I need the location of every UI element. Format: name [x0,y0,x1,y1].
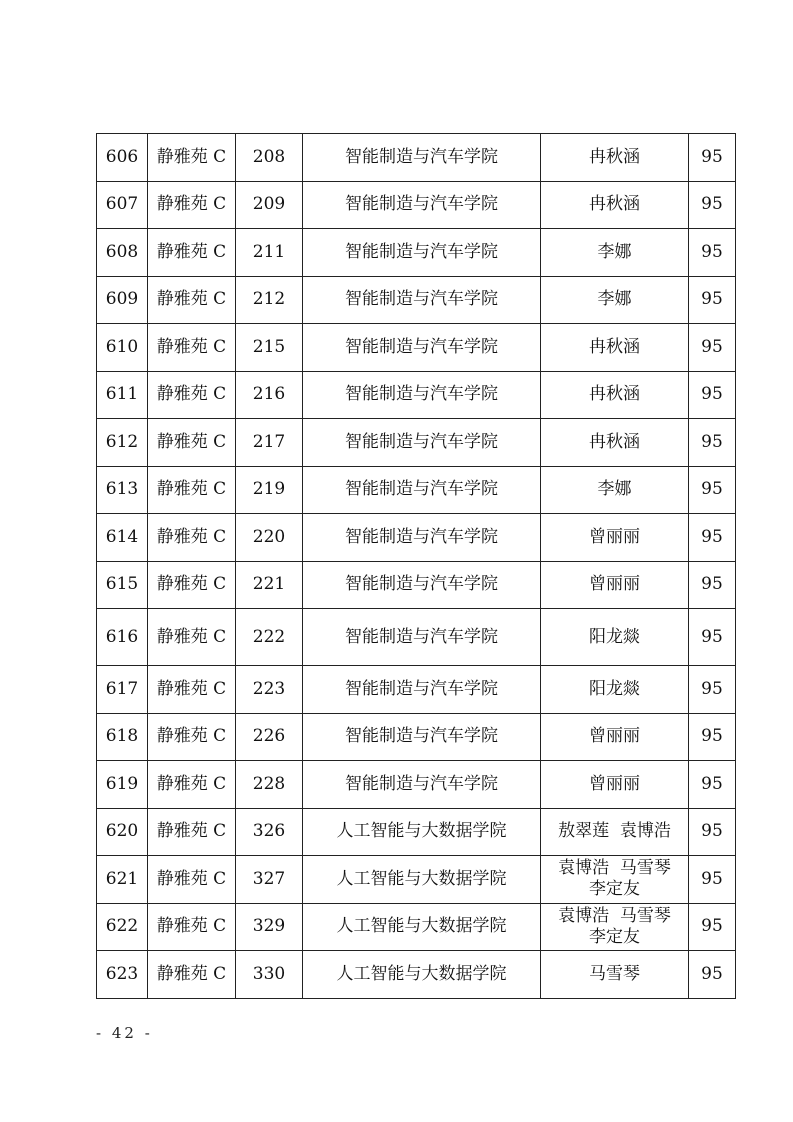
cell-score: 95 [689,514,736,562]
cell-room: 209 [236,181,303,229]
teacher-line-1: 袁博浩 马雪琴 [558,905,671,926]
cell-room: 222 [236,609,303,666]
cell-room: 211 [236,229,303,277]
table-row [97,808,736,856]
cell-college: 人工智能与大数据学院 [303,808,541,856]
cell-building: 静雅苑 C [148,666,236,714]
cell-building: 静雅苑 C [148,514,236,562]
cell-room: 219 [236,466,303,514]
cell-building: 静雅苑 C [148,371,236,419]
cell-room: 223 [236,666,303,714]
cell-college: 智能制造与汽车学院 [303,419,541,467]
teacher-line-1: 袁博浩 马雪琴 [558,858,671,879]
cell-building: 静雅苑 C [148,561,236,609]
cell-building: 静雅苑 C [148,324,236,372]
table-row [97,466,736,514]
cell-college: 智能制造与汽车学院 [303,713,541,761]
cell-building: 静雅苑 C [148,466,236,514]
cell-room: 216 [236,371,303,419]
cell-building: 静雅苑 C [148,808,236,856]
cell-college: 智能制造与汽车学院 [303,371,541,419]
cell-number: 619 [97,761,148,809]
cell-score: 95 [689,181,736,229]
cell-number: 614 [97,514,148,562]
cell-room: 326 [236,808,303,856]
cell-score: 95 [689,856,736,904]
cell-score: 95 [689,371,736,419]
cell-teacher: 冉秋涵 [541,181,689,229]
cell-score: 95 [689,419,736,467]
cell-teacher: 曾丽丽 [541,761,689,809]
cell-number: 612 [97,419,148,467]
cell-room: 329 [236,903,303,951]
teacher-line-2: 李定友 [589,926,640,947]
cell-college: 人工智能与大数据学院 [303,856,541,904]
cell-number: 616 [97,609,148,666]
table-row [97,713,736,761]
cell-building: 静雅苑 C [148,419,236,467]
cell-score: 95 [689,466,736,514]
cell-building: 静雅苑 C [148,181,236,229]
cell-score: 95 [689,713,736,761]
cell-teacher: 阳龙燚 [541,666,689,714]
table-row [97,276,736,324]
cell-number: 618 [97,713,148,761]
cell-teacher: 曾丽丽 [541,713,689,761]
cell-college: 人工智能与大数据学院 [303,951,541,999]
table-row [97,229,736,277]
table-row [97,561,736,609]
cell-teacher: 冉秋涵 [541,134,689,182]
cell-college: 智能制造与汽车学院 [303,276,541,324]
cell-teacher: 李娜 [541,466,689,514]
cell-number: 617 [97,666,148,714]
cell-score: 95 [689,324,736,372]
cell-teacher: 曾丽丽 [541,561,689,609]
cell-number: 615 [97,561,148,609]
table-row [97,181,736,229]
table-row [97,134,736,182]
page-number: - 42 - [96,1024,153,1042]
cell-college: 智能制造与汽车学院 [303,514,541,562]
teacher-line-2: 李定友 [589,879,640,900]
cell-number: 613 [97,466,148,514]
cell-building: 静雅苑 C [148,134,236,182]
cell-teacher [541,903,689,951]
cell-college: 智能制造与汽车学院 [303,181,541,229]
cell-room: 330 [236,951,303,999]
cell-building: 静雅苑 C [148,609,236,666]
cell-number: 611 [97,371,148,419]
cell-number: 623 [97,951,148,999]
table-row [97,514,736,562]
cell-room: 226 [236,713,303,761]
cell-number: 609 [97,276,148,324]
table-row [97,609,736,666]
cell-number: 606 [97,134,148,182]
cell-score: 95 [689,561,736,609]
cell-number: 610 [97,324,148,372]
cell-score: 95 [689,903,736,951]
cell-building: 静雅苑 C [148,951,236,999]
cell-score: 95 [689,229,736,277]
cell-score: 95 [689,761,736,809]
cell-teacher: 冉秋涵 [541,371,689,419]
cell-college: 智能制造与汽车学院 [303,466,541,514]
cell-college: 人工智能与大数据学院 [303,903,541,951]
cell-teacher: 李娜 [541,276,689,324]
cell-building: 静雅苑 C [148,903,236,951]
cell-teacher: 曾丽丽 [541,514,689,562]
cell-building: 静雅苑 C [148,761,236,809]
cell-room: 221 [236,561,303,609]
cell-teacher: 敖翠莲 袁博浩 [541,808,689,856]
cell-teacher: 冉秋涵 [541,324,689,372]
cell-college: 智能制造与汽车学院 [303,229,541,277]
cell-score: 95 [689,808,736,856]
cell-room: 327 [236,856,303,904]
cell-number: 621 [97,856,148,904]
cell-room: 215 [236,324,303,372]
cell-room: 212 [236,276,303,324]
table-row [97,903,736,951]
cell-teacher: 李娜 [541,229,689,277]
table-row [97,324,736,372]
cell-number: 608 [97,229,148,277]
cell-building: 静雅苑 C [148,856,236,904]
cell-college: 智能制造与汽车学院 [303,761,541,809]
cell-score: 95 [689,951,736,999]
cell-college: 智能制造与汽车学院 [303,561,541,609]
cell-room: 208 [236,134,303,182]
table-row [97,371,736,419]
cell-room: 217 [236,419,303,467]
cell-score: 95 [689,609,736,666]
cell-number: 607 [97,181,148,229]
table-row [97,419,736,467]
cell-score: 95 [689,666,736,714]
cell-teacher [541,856,689,904]
table-row [97,856,736,904]
dormitory-score-table [96,133,736,999]
cell-score: 95 [689,134,736,182]
cell-number: 622 [97,903,148,951]
cell-college: 智能制造与汽车学院 [303,609,541,666]
cell-teacher: 冉秋涵 [541,419,689,467]
cell-teacher: 阳龙燚 [541,609,689,666]
cell-room: 220 [236,514,303,562]
cell-building: 静雅苑 C [148,713,236,761]
cell-college: 智能制造与汽车学院 [303,134,541,182]
cell-room: 228 [236,761,303,809]
cell-building: 静雅苑 C [148,276,236,324]
table-row [97,666,736,714]
cell-college: 智能制造与汽车学院 [303,666,541,714]
table-row [97,761,736,809]
table-row [97,951,736,999]
cell-score: 95 [689,276,736,324]
dormitory-score-table-wrapper [96,133,736,999]
cell-teacher: 马雪琴 [541,951,689,999]
cell-building: 静雅苑 C [148,229,236,277]
cell-number: 620 [97,808,148,856]
cell-college: 智能制造与汽车学院 [303,324,541,372]
